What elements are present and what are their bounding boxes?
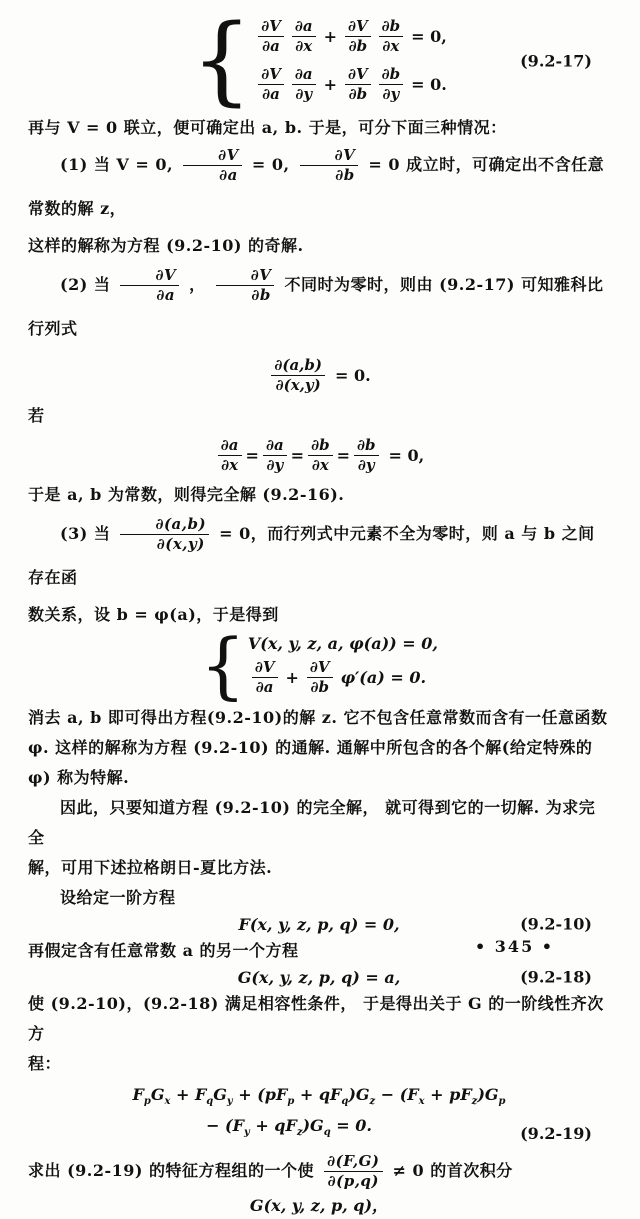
equation-rhs: = 0, bbox=[411, 27, 447, 47]
fraction: $\frac{\partial V}{\partial b}$ bbox=[307, 659, 333, 697]
fraction: $\frac{\partial b}{\partial x}$ bbox=[379, 18, 404, 56]
fraction: $\frac{\partial a}{\partial x}$ bbox=[218, 437, 242, 475]
equation-rhs: = 0. bbox=[334, 366, 371, 386]
equation-line-1: $F_pG_x + F_qG_y + (pF_p + qF_q)G_z - (F_x + pF_z)G_p$ bbox=[132, 1084, 506, 1107]
case-3-continuation: 数关系，设 b = φ(a)，于是得到 bbox=[28, 605, 279, 624]
paragraph-eliminate-l1: 消去 a, b 即可得出方程(9.2-10)的解 z. 它不包含任意常数而含有一任意函数 bbox=[28, 707, 608, 727]
equation-partials-chain bbox=[28, 437, 610, 475]
case-2-mid: ， bbox=[189, 275, 206, 294]
equation-label: (9.2-17) bbox=[520, 51, 592, 70]
fraction: $\frac{\partial(a,b)}{\partial(x,y)}$ bbox=[271, 357, 325, 395]
equation-body: G(x, y, z, p, q) = a, bbox=[237, 967, 401, 987]
paragraph-ruo: 若 bbox=[28, 405, 45, 425]
paragraph-eliminate-l2: φ. 这样的解称为方程 (9.2-10) 的通解. 通解中所包含的各个解(给定特殊的 bbox=[28, 737, 593, 757]
equation-label: (9.2-18) bbox=[520, 967, 592, 987]
case-3-post: = 0，而行列式中元素不全为零时，则 a 与 b 之间存在函 bbox=[28, 524, 595, 587]
equation-row-2 bbox=[248, 659, 438, 697]
paragraph-eliminate-l3: φ) 称为特解. bbox=[28, 767, 130, 787]
case-3-line bbox=[28, 512, 610, 600]
fraction: $\frac{\partial(F,G)}{\partial(p,q)}$ bbox=[324, 1153, 382, 1191]
equation-row-1 bbox=[254, 18, 447, 56]
paragraph-compatibility-l2: 程： bbox=[28, 1053, 62, 1073]
fraction: $\frac{\partial V}{\partial b}$ bbox=[300, 147, 359, 185]
equation-row-1 bbox=[248, 634, 438, 653]
first-integral-post: ≠ 0 的首次积分 bbox=[392, 1160, 513, 1180]
fraction: $\frac{\partial V}{\partial b}$ bbox=[345, 18, 371, 56]
fraction: $\frac{\partial a}{\partial y}$ bbox=[263, 437, 287, 475]
page-number: • 345 • bbox=[475, 937, 554, 956]
case-3-pre: (3) 当 bbox=[60, 524, 111, 543]
equation-label: (9.2-19) bbox=[520, 1123, 592, 1143]
case-1-line bbox=[28, 143, 610, 231]
equals-sign: = bbox=[245, 445, 259, 465]
paragraph-assume: 再假定含有任意常数 a 的另一个方程 bbox=[28, 940, 299, 960]
case-2-post: 不同时为零时，则由 (9.2-17) 可知雅科比行列式 bbox=[28, 275, 604, 338]
case-1-pre: (1) 当 V = 0, bbox=[60, 155, 174, 174]
paragraph-compatibility-l1: 使 (9.2-10)，(9.2-18) 满足相容性条件， 于是得出关于 G 的一阶线性齐次方 bbox=[28, 993, 604, 1043]
paragraph-first-integral bbox=[28, 1149, 610, 1193]
equation-rhs: = 0, bbox=[388, 445, 425, 465]
fraction: $\frac{\partial b}{\partial x}$ bbox=[308, 437, 333, 475]
equation-line-2: − $(F_y + qF_z)G_q = 0$. bbox=[206, 1115, 372, 1138]
equation-system-phi bbox=[28, 622, 610, 707]
fraction: $\frac{\partial a}{\partial y}$ bbox=[292, 66, 316, 104]
equation-9-2-17 bbox=[28, 3, 610, 116]
equation-9-2-19 bbox=[28, 1083, 610, 1145]
paragraph-therefore-l2: 解，可用下述拉格朗日-夏比方法. bbox=[28, 857, 273, 877]
equation-label: (9.2-10) bbox=[520, 914, 592, 934]
fraction: $\frac{\partial b}{\partial y}$ bbox=[354, 437, 379, 475]
paragraph-given-equation: 设给定一阶方程 bbox=[60, 887, 176, 907]
fraction: $\frac{\partial V}{\partial a}$ bbox=[120, 267, 179, 305]
case-1-continuation: 这样的解称为方程 (9.2-10) 的奇解. bbox=[28, 236, 304, 255]
fraction: $\frac{\partial(a,b)}{\partial(x,y)}$ bbox=[120, 516, 209, 554]
equation-9-2-10 bbox=[28, 915, 610, 934]
equation-rhs: = 0. bbox=[411, 74, 447, 94]
fraction: $\frac{\partial a}{\partial x}$ bbox=[292, 18, 316, 56]
equals-sign: = bbox=[336, 445, 350, 465]
left-brace: { bbox=[191, 3, 253, 116]
plus-sign: + bbox=[285, 668, 299, 688]
first-integral-pre: 求出 (9.2-19) 的特征方程组的一个使 bbox=[28, 1160, 315, 1180]
left-brace: { bbox=[200, 622, 246, 707]
equation-final-g: G(x, y, z, p, q)， bbox=[249, 1195, 389, 1215]
paragraph-therefore-l1: 因此，只要知道方程 (9.2-10) 的完全解， 就可得到它的一切解. 为求完全 bbox=[28, 797, 596, 847]
paragraph-combine-v0: 再与 V = 0 联立，便可确定出 a, b. 于是，可分下面三种情况： bbox=[28, 118, 507, 137]
equation-row-2 bbox=[254, 66, 447, 104]
fraction: $\frac{\partial b}{\partial y}$ bbox=[379, 66, 404, 104]
fraction: $\frac{\partial V}{\partial a}$ bbox=[183, 147, 242, 185]
fraction: $\frac{\partial V}{\partial a}$ bbox=[258, 66, 284, 104]
fraction: $\frac{\partial V}{\partial b}$ bbox=[216, 267, 275, 305]
equals-sign: = bbox=[290, 445, 305, 465]
plus-sign: + bbox=[323, 74, 337, 94]
equation-system bbox=[191, 3, 447, 116]
case-1-post: = 0 成立时，可确定出不含任意常数的解 z， bbox=[28, 155, 605, 218]
fraction: $\frac{\partial V}{\partial a}$ bbox=[258, 18, 284, 56]
equation-body: F(x, y, z, p, q) = 0, bbox=[238, 914, 400, 934]
equation-text: V(x, y, z, a, φ(a)) = 0, bbox=[247, 634, 438, 653]
fraction: $\frac{\partial V}{\partial a}$ bbox=[252, 659, 278, 697]
fraction: $\frac{\partial V}{\partial b}$ bbox=[345, 66, 371, 104]
equation-9-2-18 bbox=[28, 968, 610, 987]
equation-jacobian bbox=[28, 357, 610, 395]
case-2-line bbox=[28, 263, 610, 351]
paragraph-yushi: 于是 a, b 为常数，则得完全解 (9.2-16). bbox=[28, 485, 345, 504]
case-1-mid: = 0, bbox=[251, 155, 290, 174]
plus-sign: + bbox=[323, 27, 337, 47]
equation-rest: φ′(a) = 0. bbox=[340, 668, 427, 688]
case-2-pre: (2) 当 bbox=[60, 275, 111, 294]
